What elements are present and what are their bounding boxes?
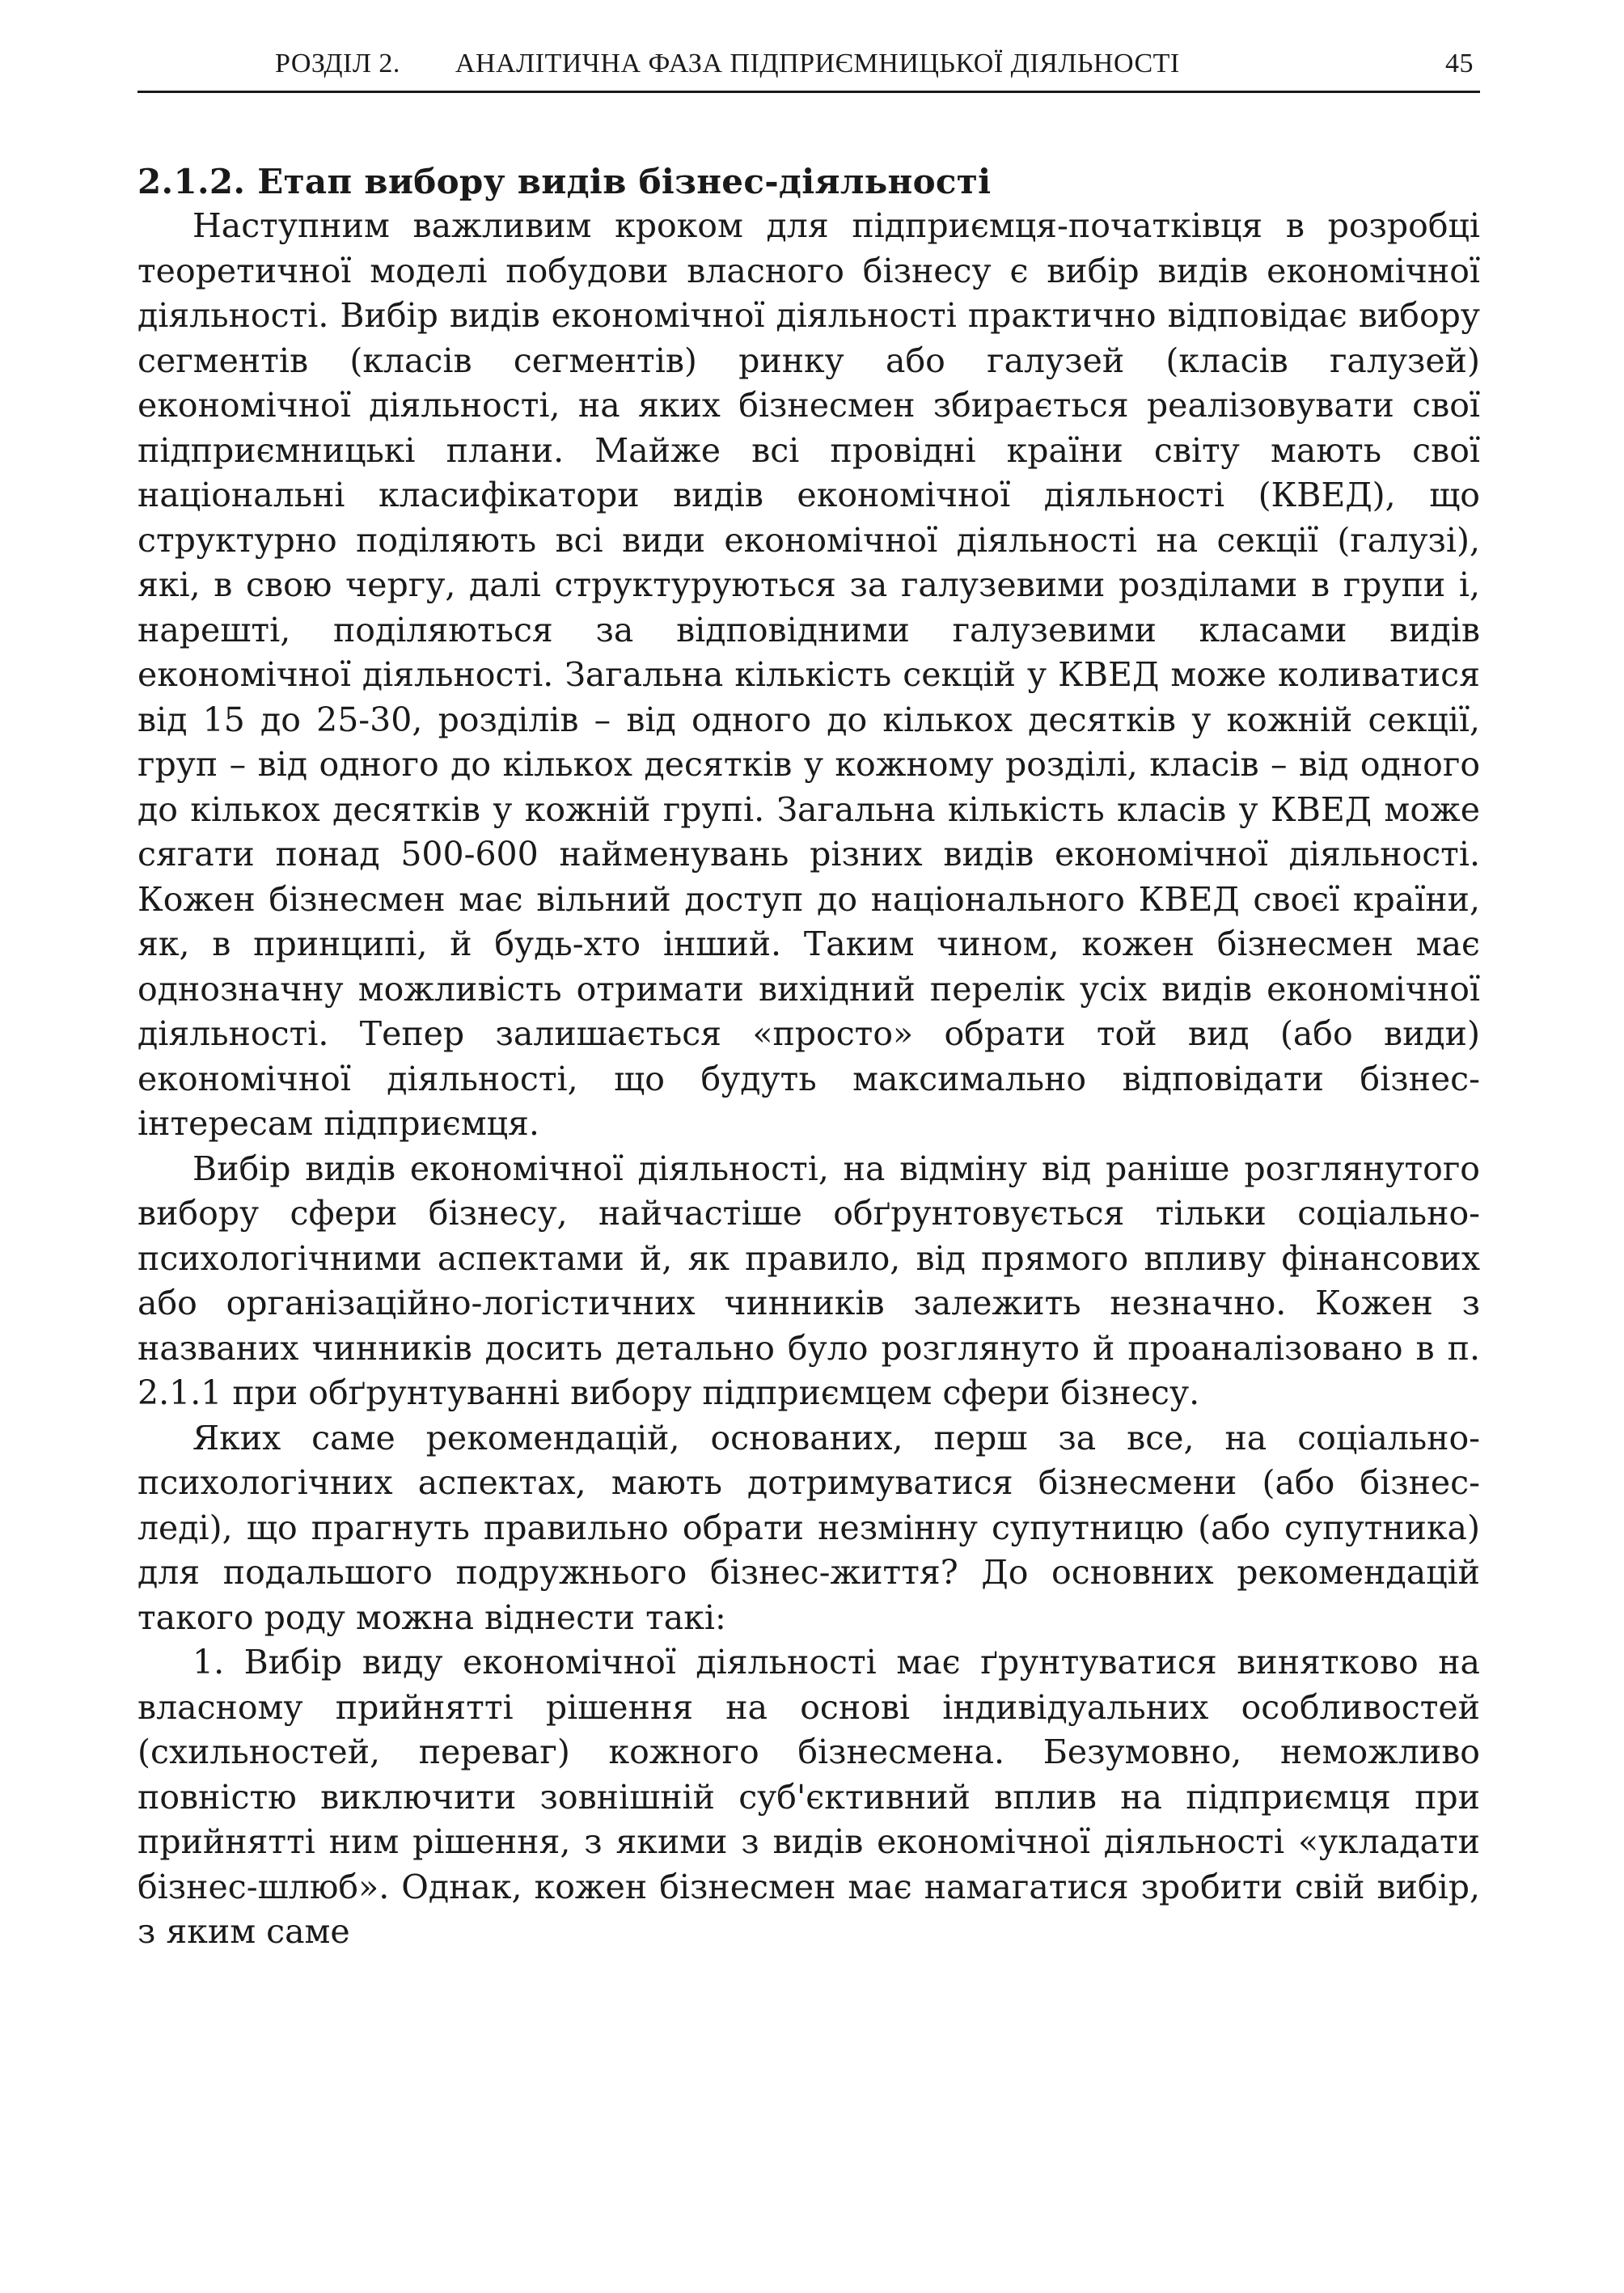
document-page xyxy=(137,49,1480,1955)
body-text xyxy=(137,204,1480,1955)
paragraph-2: Вибір видів економічної діяльності, на відміну від раніше розглянутого вибору сфери бізнесу, найчастіше обґрунтовується тільки соціально-психологічними аспектами й, як правило, від прямого впливу фінансових або організаційно-логістичних чинників залежить незначно. Кожен з названих чинників досить детально було розглянуто й проаналізовано в п. 2.1.1 при обґрунтуванні вибору підприємцем сфери бізнесу. xyxy=(137,1149,1480,1412)
header-chapter-title: АНАЛІТИЧНА ФАЗА ПІДПРИЄМНИЦЬКОЇ ДІЯЛЬНОСТІ xyxy=(455,49,1180,78)
running-header xyxy=(137,49,1480,93)
paragraph-4: 1. Вибір виду економічної діяльності має ґрунтуватися винятково на власному прийнятті рішення на основі індивідуальних особливостей (схильностей, переваг) кожного бізнесмена. Безумовно, неможливо повністю виключити зовнішній суб'єктивний вплив на підприємця при прийнятті ним рішення, з якими з видів економічної діяльності «укладати бізнес-шлюб». Однак, кожен бізнесмен має намагатися зробити свій вибір, з яким саме xyxy=(137,1643,1480,1951)
section-heading: 2.1.2. Етап вибору видів бізнес-діяльності xyxy=(137,162,992,201)
header-section: РОЗДІЛ 2. xyxy=(275,49,400,78)
paragraph-3: Яких саме рекомендацій, основаних, перш за все, на соціально-психологічних аспектах, мають дотримуватися бізнесмени (або бізнес-леді), що прагнуть правильно обрати незмінну супутницю (або супутника) для подальшого подружнього бізнес-життя? До основних рекомендацій такого роду можна віднести такі: xyxy=(137,1418,1480,1637)
page-number: 45 xyxy=(1445,49,1474,78)
paragraph-1: Наступним важливим кроком для підприємця-початківця в розробці теоретичної моделі побудови власного бізнесу є вибір видів економічної діяльності. Вибір видів економічної діяльності практично відповідає вибору сегментів (класів сегментів) ринку або галузей (класів галузей) економічної діяльності, на яких бізнесмен збирається реалізовувати свої підприємницькі плани. Майже всі провідні країни світу мають свої національні класифікатори видів економічної діяльності (КВЕД), що структурно поділяють всі види економічної діяльності на секції (галузі), які, в свою чергу, далі структуруються за галузевими розділами в групи і, нарешті, поділяються за відповідними галузевими класами видів економічної діяльності. Загальна кількість секцій у КВЕД може коливатися від 15 до 25-30, розділів – від одного до кількох десятків у кожній секції, груп – від одного до кількох десятків у кожному розділі, класів – від одного до кількох десятків у кожній групі. Загальна кількість класів у КВЕД може сягати понад 500-600 найменувань різних видів економічної діяльності. Кожен бізнесмен має вільний доступ до національного КВЕД своєї країни, як, в принципі, й будь-хто інший. Таким чином, кожен бізнесмен має однозначну можливість отримати вихідний перелік усіх видів економічної діяльності. Тепер залишається «просто» обрати той вид (або види) економічної діяльності, що будуть максимально відповідати бізнес-інтересам підприємця. xyxy=(137,206,1480,1143)
